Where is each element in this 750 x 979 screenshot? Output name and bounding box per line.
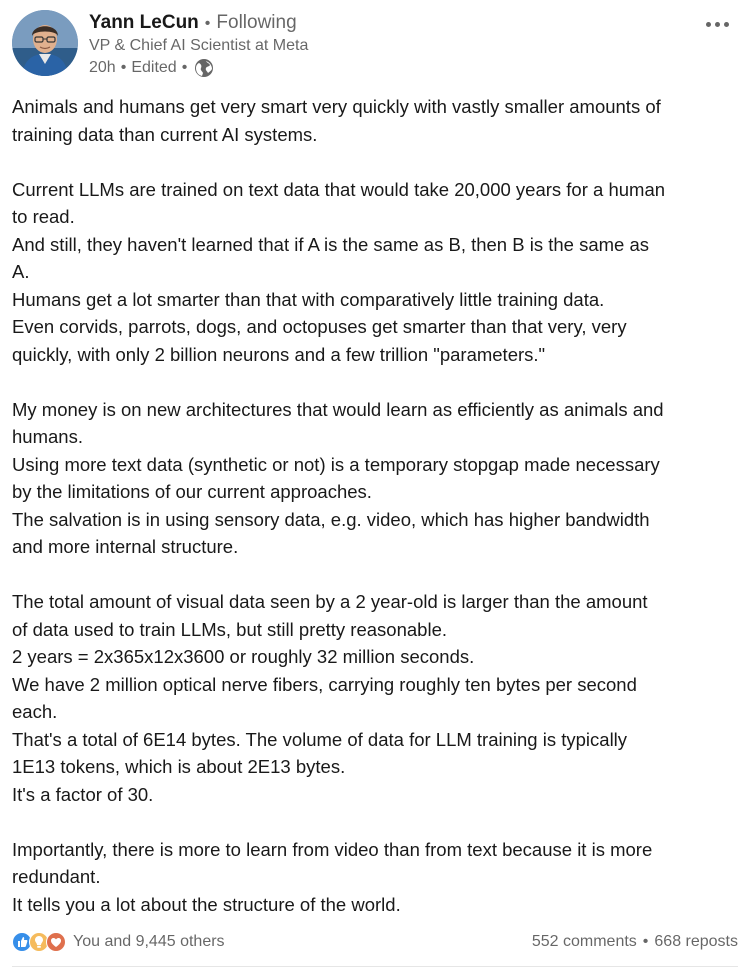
post-text-line: It's a factor of 30.	[12, 783, 154, 805]
post-text	[12, 93, 738, 918]
author-name[interactable]: Yann LeCun	[89, 12, 199, 33]
post-text-line: Animals and humans get very smart very quickly with vastly smaller amounts of	[12, 96, 661, 117]
post-text-line: It tells you a lot about the structure of the world.	[12, 893, 401, 915]
follow-status[interactable]: Following	[216, 12, 297, 33]
love-icon	[46, 932, 66, 952]
comments-count[interactable]: 552 comments	[531, 933, 637, 950]
post-text-line: Humans get a lot smarter than that with comparatively little training data.	[12, 288, 605, 310]
post-text-line: And still, they haven't learned that if A is the same as B, then B is the same as	[12, 233, 649, 255]
post-text-line: The salvation is in using sensory data, e.g. video, which has higher bandwidth	[12, 508, 650, 530]
more-options-icon[interactable]	[700, 12, 734, 36]
separator-dot: •	[120, 59, 127, 76]
post-text-line: by the limitations of our current approaches.	[12, 481, 372, 502]
post-text-line: redundant.	[12, 866, 101, 887]
post-text-line: The total amount of visual data seen by a 2 year-old is larger than the amount	[12, 591, 648, 612]
post-text-line: My money is on new architectures that would learn as efficiently as animals and	[12, 398, 664, 420]
post-text-line: and more internal structure.	[12, 536, 239, 557]
post-text-line: each.	[12, 701, 58, 722]
post-text-line: quickly, with only 2 billion neurons and a few trillion "parameters."	[12, 343, 546, 365]
separator-dot: •	[181, 59, 188, 76]
post-text-line: Using more text data (synthetic or not) is a temporary stopgap made necessary	[12, 453, 660, 475]
reposts-count[interactable]: 668 reposts	[654, 933, 738, 950]
author-headline: VP & Chief AI Scientist at Meta	[89, 37, 309, 54]
divider	[12, 966, 738, 967]
post-header	[12, 10, 738, 86]
edited-label: Edited	[131, 59, 177, 76]
post-text-line: 2 years = 2x365x12x3600 or roughly 32 million seconds.	[12, 646, 475, 667]
post-text-line: of data used to train LLMs, but still pretty reasonable.	[12, 618, 447, 640]
separator-dot: •	[204, 15, 211, 32]
post-meta	[89, 58, 308, 78]
globe-icon	[194, 58, 214, 78]
social-counts-bar	[12, 928, 738, 956]
post-text-line: That's a total of 6E14 bytes. The volume of data for LLM training is typically	[12, 728, 628, 750]
separator-dot: •	[642, 933, 649, 950]
post-text-line: 1E13 tokens, which is about 2E13 bytes.	[12, 756, 346, 777]
post-text-line: We have 2 million optical nerve fibers, carrying roughly ten bytes per second	[12, 673, 637, 695]
reactions-summary[interactable]	[12, 932, 225, 952]
post-text-line: Current LLMs are trained on text data that would take 20,000 years for a human	[12, 178, 666, 200]
avatar[interactable]	[12, 10, 78, 76]
post-text-line: training data than current AI systems.	[12, 123, 318, 145]
reactions-count: You and 9,445 others	[73, 933, 225, 950]
engagement-counts	[532, 933, 738, 951]
actor-info	[89, 12, 308, 78]
post-text-line: Even corvids, parrots, dogs, and octopuses get smarter than that very, very	[12, 316, 627, 337]
post-text-line: humans.	[12, 426, 83, 447]
actor-line	[89, 12, 308, 34]
post-text-line: Importantly, there is more to learn from video than from text because it is more	[12, 838, 653, 860]
post-text-line: to read.	[12, 206, 75, 227]
post-time: 20h	[89, 59, 116, 76]
post-text-line: A.	[12, 261, 30, 282]
reaction-icons	[12, 932, 66, 952]
